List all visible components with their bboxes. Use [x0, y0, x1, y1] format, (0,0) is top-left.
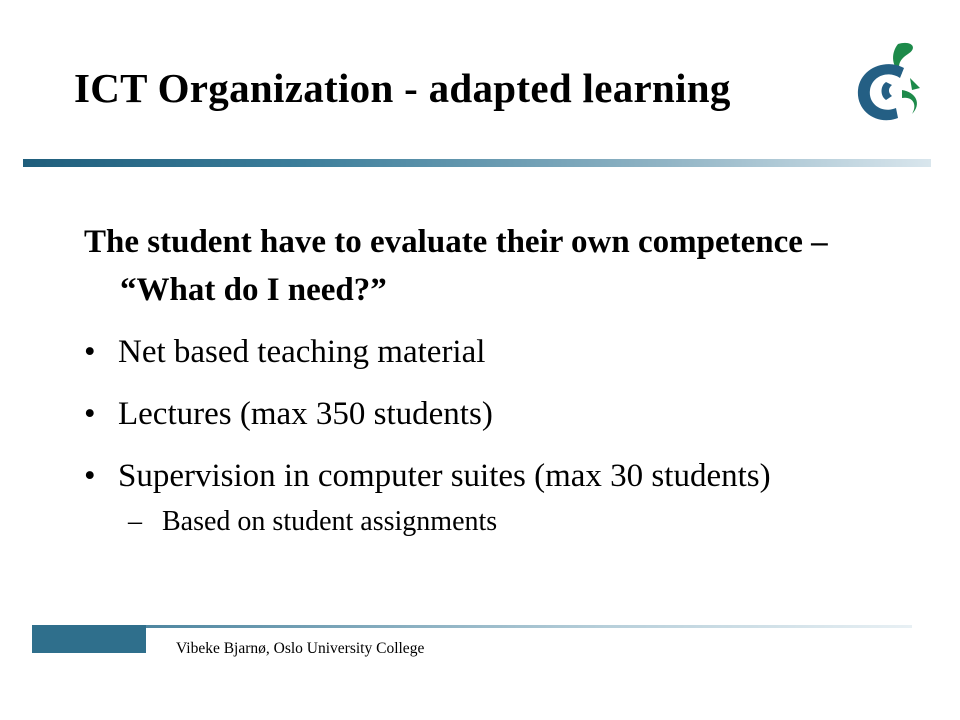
bullet-text: Supervision in computer suites (max 30 students) [118, 458, 771, 494]
bullet-symbol: • [84, 396, 96, 432]
bullet-text: Net based teaching material [118, 334, 486, 370]
footer-accent-bar [32, 625, 146, 653]
sub-bullet-symbol: – [128, 506, 142, 537]
bullet-symbol: • [84, 334, 96, 370]
slide-title: ICT Organization - adapted learning [74, 65, 731, 111]
lead-statement: The student have to evaluate their own competence – “What do I need?” [84, 224, 828, 308]
college-logo-icon [846, 38, 928, 130]
slide-body [84, 218, 874, 540]
bullet-item [84, 392, 874, 436]
footer-divider [146, 625, 912, 628]
bullet-item [84, 454, 874, 498]
bullet-text: Lectures (max 350 students) [118, 396, 493, 432]
sub-bullet-text: Based on student assignments [162, 506, 498, 537]
bullet-symbol: • [84, 458, 96, 494]
bullet-item [84, 330, 874, 374]
sub-bullet-item [128, 504, 874, 540]
title-divider [23, 159, 931, 167]
footer-author: Vibeke Bjarnø, Oslo University College [176, 640, 425, 657]
